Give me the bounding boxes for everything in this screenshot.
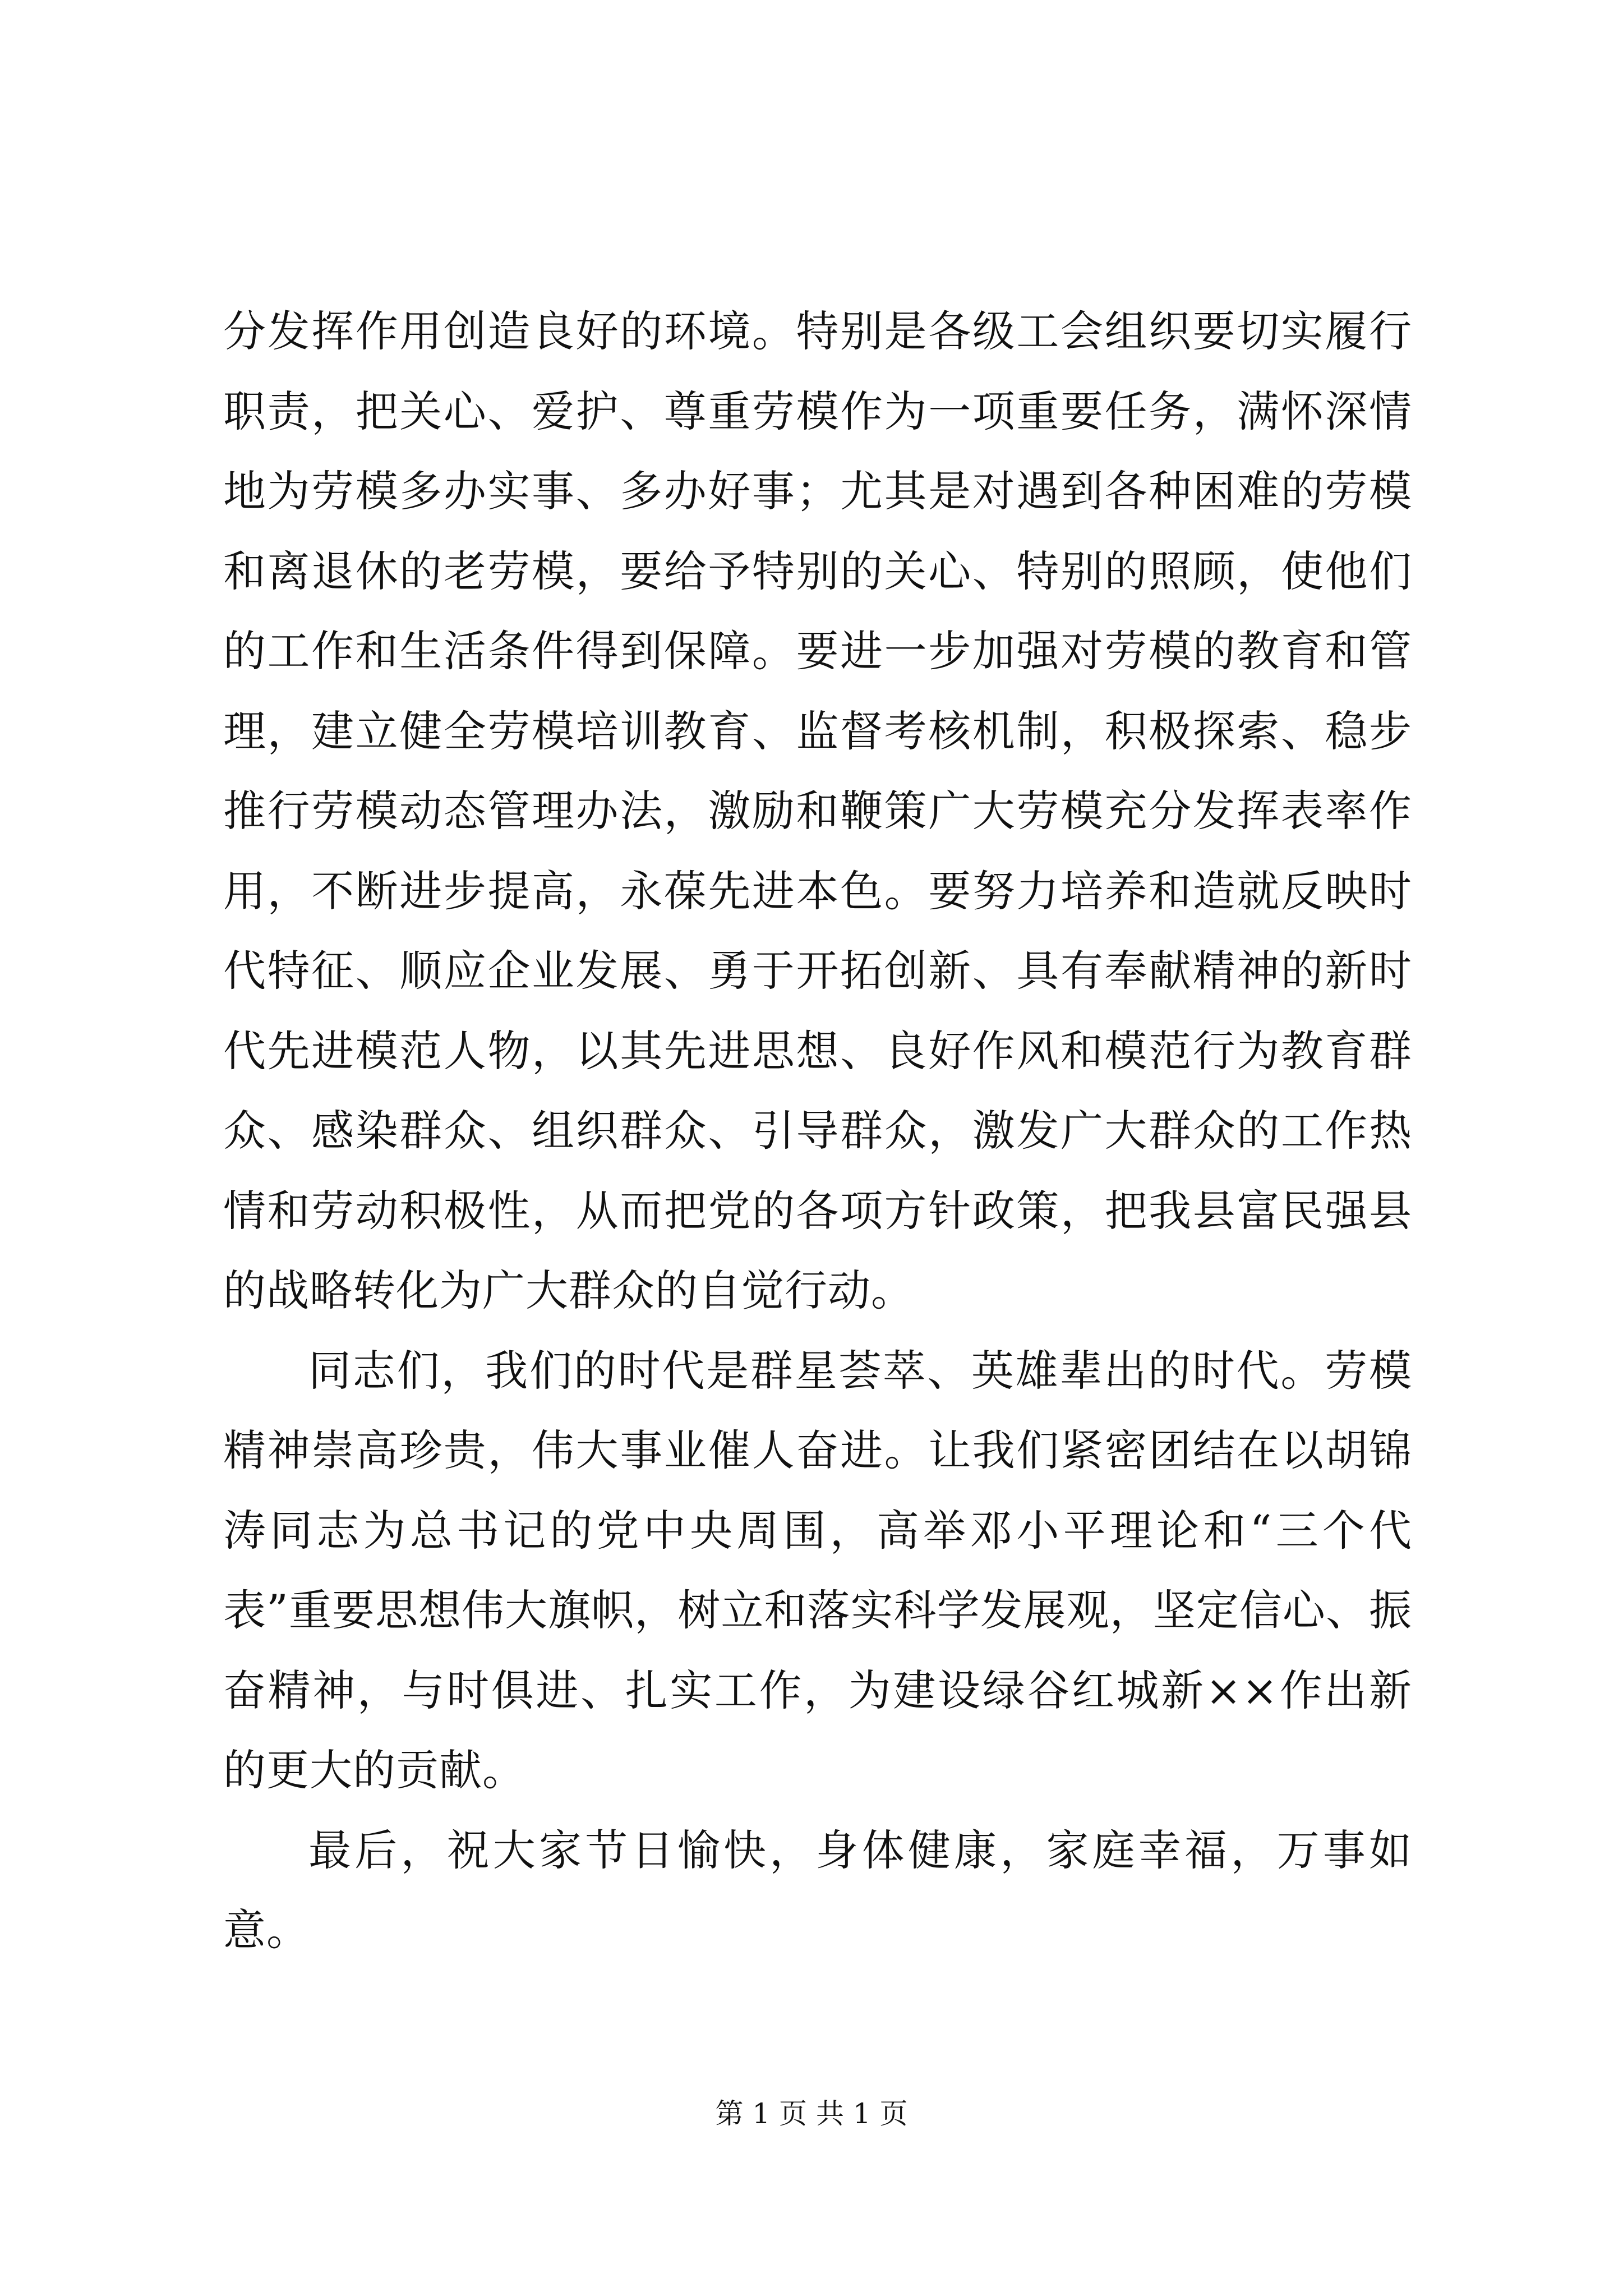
paragraph-final-wishes: 最后，祝大家节日愉快，身体健康，家庭幸福，万事如意。 [223,1825,1412,1955]
document-body [223,292,1412,1971]
paragraph-closing-call: 同志们，我们的时代是群星荟萃、英雄辈出的时代。劳模精神崇高珍贵，伟大事业催人奋进。让我们紧密团结在以胡锦涛同志为总书记的党中央周围，高举邓小平理论和“三个代表”重要思想伟大旗帜，树立和落实科学发展观，坚定信心、振奋精神，与时俱进、扎实工作，为建设绿谷红城新××作出新的更大的贡献。 [223,1345,1412,1795]
page-number-footer: 第 1 页 共 1 页 [715,2097,908,2130]
paragraph-continuation: 分发挥作用创造良好的环境。特别是各级工会组织要切实履行职责，把关心、爱护、尊重劳模作为一项重要任务，满怀深情地为劳模多办实事、多办好事；尤其是对遇到各种困难的劳模和离退休的老劳模，要给予特别的关心、特别的照顾，使他们的工作和生活条件得到保障。要进一步加强对劳模的教育和管理，建立健全劳模培训教育、监督考核机制，积极探索、稳步推行劳模动态管理办法，激励和鞭策广大劳模充分发挥表率作用，不断进步提高，永葆先进本色。要努力培养和造就反映时代特征、顺应企业发展、勇于开拓创新、具有奉献精神的新时代先进模范人物，以其先进思想、良好作风和模范行为教育群众、感染群众、组织群众、引导群众，激发广大群众的工作热情和劳动积极性，从而把党的各项方针政策，把我县富民强县的战略转化为广大群众的自觉行动。 [223,306,1412,1315]
